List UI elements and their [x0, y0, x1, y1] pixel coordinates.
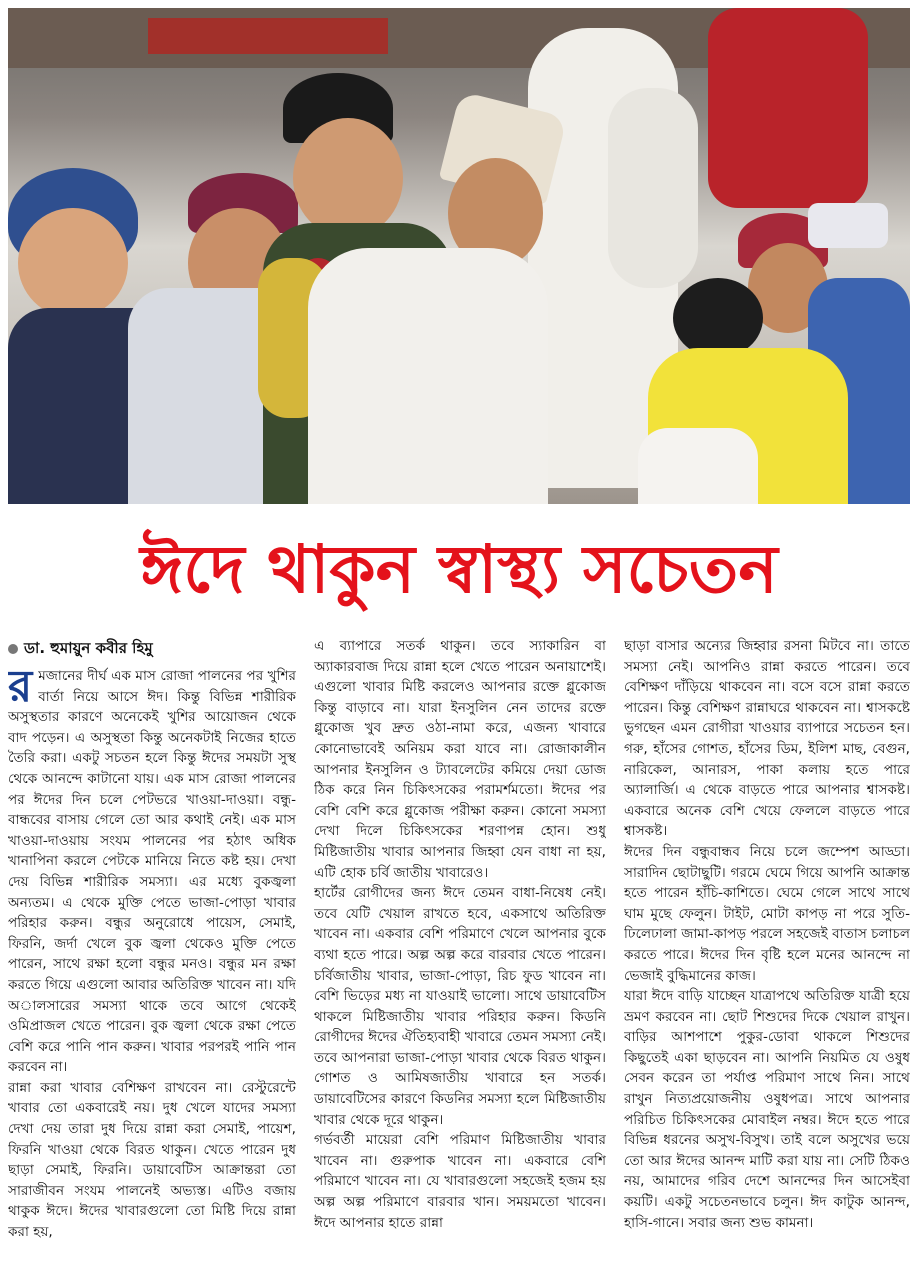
article-column-1 [8, 636, 296, 1256]
paragraph: হার্টের রোগীদের জন্য ঈদে তেমন বাধা-নিষেধ নেই। তবে যেটি খেয়াল রাখতে হবে, একসাথে অতিরিক্ত খাবেন না। একবার বেশি পরিমাণে খেলে আপনার বুকে ব্যথা হতে পারে। অল্প অল্প করে বারবার খেতে পারেন। চর্বিজাতীয় খাবার, ভাজা-পোড়া, রিচ ফুড খাবেন না। বেশি ভিড়ের মধ্য না যাওয়াই ভালো। সাথে ডায়াবেটিস থাকলে মিষ্টিজাতীয় খাবার পরিহার করুন। কিডনি রোগীদের ঈদের ঐতিহ্যবাহী খাবারে তেমন সমস্যা নেই। তবে আপনারা ভাজা-পোড়া খাবার থেকে বিরত থাকুন। গোশত ও আমিষজাতীয় খাবারে হন সতর্ক। ডায়াবেটিসের কারণে কিডনির সমস্যা হলে মিষ্টিজাতীয় খাবার থেকে দূরে থাকুন। [314, 885, 606, 1128]
bullet-icon [8, 644, 18, 654]
paragraph [8, 661, 296, 1078]
byline [8, 636, 296, 660]
paragraph-text: মজানের দীর্ঘ এক মাস রোজা পালনের পর খুশির বার্তা নিয়ে আসে ঈদ। কিন্তু বিভিন্ন শারীরিক অসুস্থতার কারণে অনেকেই খুশির আয়োজন থেকে বাদ পড়েন। এ অসুস্থতা কিন্তু অনেকটাই নিজের হাতে তৈরি করা। একটু সচতন হলে কিন্তু ঈদের সময়টা সুস্থ থেকে আনন্দে কাটানো যায়। এক মাস রোজা পালনের পর ঈদের দিন চলে পেটভরে খাওয়া-দাওয়া। বন্ধু-বান্ধবের বাসায় গেলে তো আর কথাই নেই। এক মাস খাওয়া-দাওয়ায় সংযম পালনের পর হঠাৎ অধিক খানাপিনা করলে পেটকে মানিয়ে নিতে কষ্ট হয়। দেখা দেয় বিভিন্ন শারীরিক সমস্যা। এর মধ্যে বুকজ্বলা অন্যতম। এ থেকে মুক্তি পেতে ভাজা-পোড়া খাবার পরিহার করুন। বন্ধুর অনুরোধে পায়েস, সেমাই, ফিরনি, জর্দা খেলে বুক জ্বলা থেকেও মুক্তি পেতে পারেন, সাথে রক্ষা হলো বন্ধুর মনও। বন্ধুর মন রক্ষা করতে গিয়ে এগুলো আবার অতিরিক্ত খাবেন না। যদি অালসারের সমস্যা থাকে তবে আগে থেকেই ওমিপ্রাজল খেতে পারেন। বুক জ্বলা থেকে রক্ষা পেতে বেশি করে পানি পান করুন। খাবার পরপরই পানি পান করবেন না। [8, 668, 296, 1076]
paragraph: ঈদের দিন বন্ধুবান্ধব নিয়ে চলে জম্পেশ আড্ডা। সারাদিন ছোটাছুটি। গরমে ঘেমে গিয়ে আপনি আক্রান্ত হতে পারেন হাঁচি-কাশিতে। ঘেমে গেলে সাথে সাথে ঘাম মুছে ফেলুন। টাইট, মোটা কাপড় না পরে সুতি-ঢিলেঢালা জামা-কাপড় পরলে সহজেই বাতাস চলাচল করতে পারে। ঈদের দিন বৃষ্টি হলে মনের আনন্দে না ভেজাই বুদ্ধিমানের কাজ। [624, 843, 910, 984]
paragraph: গর্ভবর্তী মায়েরা বেশি পরিমাণ মিষ্টিজাতীয় খাবার খাবেন না। গুরুপাক খাবেন না। একবারে বেশি পরিমাণে খাবেন না। যে খাবারগুলো সহজেই হজম হয় অল্প অল্প পরিমাণে বারবার খান। সময়মতো খাবেন। ঈদে আপনার হাতে রান্না [314, 1132, 606, 1231]
article-column-2 [314, 636, 606, 1256]
paragraph: যারা ঈদে বাড়ি যাচ্ছেন যাত্রাপথে অতিরিক্ত যাত্রী হয়ে ভ্রমণ করবেন না। ছোট শিশুদের দিকে খেয়াল রাখুন। বাড়ির আশপাশে পুকুর-ডোবা থাকলে শিশুদের কিছুতেই একা ছাড়বেন না। আপনি নিয়মিত যে ওষুধ সেবন করেন তা পর্যাপ্ত পরিমাণ সাথে নিন। সাথে রাখুন নিত্যপ্রয়োজনীয় ওষুধপত্র। সাথে আপনার পরিচিত চিকিৎসকের মোবাইল নম্বর। ঈদে হতে পারে বিভিন্ন ধরনের অসুখ-বিসুখ। তাই বলে অসুখের ভয়ে তো আর ঈদের আনন্দ মাটি করা যায় না। সেটি ঠিকও নয়, আমাদের গরিব দেশে আনন্দের দিন আসেইবা কয়টি। একটু সচেতনভাবে চলুন। ঈদ কাটুক আনন্দ, হাসি-গানে। সবার জন্য শুভ কামনা। [624, 988, 910, 1231]
eid-kids-photo [8, 8, 910, 504]
paragraph: এ ব্যাপারে সতর্ক থাকুন। তবে স্যাকারিন বা অ্যাকারবাজ দিয়ে রান্না হলে খেতে পারেন অনায়াশেই। এগুলো খাবার মিষ্টি করলেও আপনার রক্তে গ্লুকোজ কিন্তু বাড়াবে না। যারা ইনসুলিন নেন তাদের রক্তে গ্লুকোজ খুব দ্রুত ওঠা-নামা করে, এজন্য খাবারে কোনোভাবেই অনিয়ম করা যাবে না। রোজাকালীন আপনার ইনসুলিন ও ট্যাবলেটের কমিয়ে দেয়া ডোজ ঠিক করে নিন চিকিৎসকের পরামর্শমতো। ঈদের পর বেশি বেশি করে গ্লুকোজ পরীক্ষা করুন। কোনো সমস্যা দেখা দিলে চিকিৎসকের শরণাপন্ন হোন। শুধু মিষ্টিজাতীয় খাবার আপনার জিহ্বা যেন বাধা না হয়, এটি হোক চর্বি জাতীয় খাবারেও। [314, 638, 606, 881]
author-name: ডা. হুমায়ুন কবীর হিমু [24, 639, 153, 657]
article-column-3 [624, 636, 910, 1256]
article-body [8, 636, 910, 1266]
dropcap: র [8, 661, 33, 712]
paragraph: ছাড়া বাসার অন্যের জিহ্বার রসনা মিটবে না। তাতে সমস্যা নেই। আপনিও রান্না করতে পারেন। তবে বেশিক্ষণ দাঁড়িয়ে থাকবেন না। বসে বসে রান্না করতে পারেন। কিন্তু বেশিক্ষণ রান্নাঘরে থাকবেন না। শ্বাসকষ্টে ভুগছেন এমন রোগীরা খাওয়ার ব্যাপারে সচেতন হন। গরু, হাঁসের গোশত, হাঁসের ডিম, ইলিশ মাছ, বেগুন, নারিকেল, আনারস, পাকা কলায় হতে পারে অ্যালার্জি। এ থেকে বাড়তে পারে আপনার শ্বাসকষ্ট। একবারে অনেক বেশি খেয়ে ফেললে বাড়তে পারে শ্বাসকষ্ট। [624, 638, 910, 840]
paragraph: রান্না করা খাবার বেশিক্ষণ রাখবেন না। রেস্টুরেন্টে খাবার তো একবারেই নয়। দুধ খেলে যাদের সমস্যা দেখা দেয় তারা দুধ দিয়ে রান্না করা সেমাই, পায়েশ, ফিরনি খাওয়া থেকে বিরত থাকুন। খেতে পারেন দুধ ছাড়া সেমাই, ফিরনি। ডায়াবেটিস আক্রান্তরা তো সারাজীবন সংযম পালনেই অভ্যস্ত। এটিও বজায় থাকুক ঈদে। ঈদের খাবারগুলো তো মিষ্টি দিয়ে রান্না করা হয়, [8, 1079, 296, 1241]
headline: ঈদে থাকুন স্বাস্থ্য সচেতন [140, 531, 778, 608]
